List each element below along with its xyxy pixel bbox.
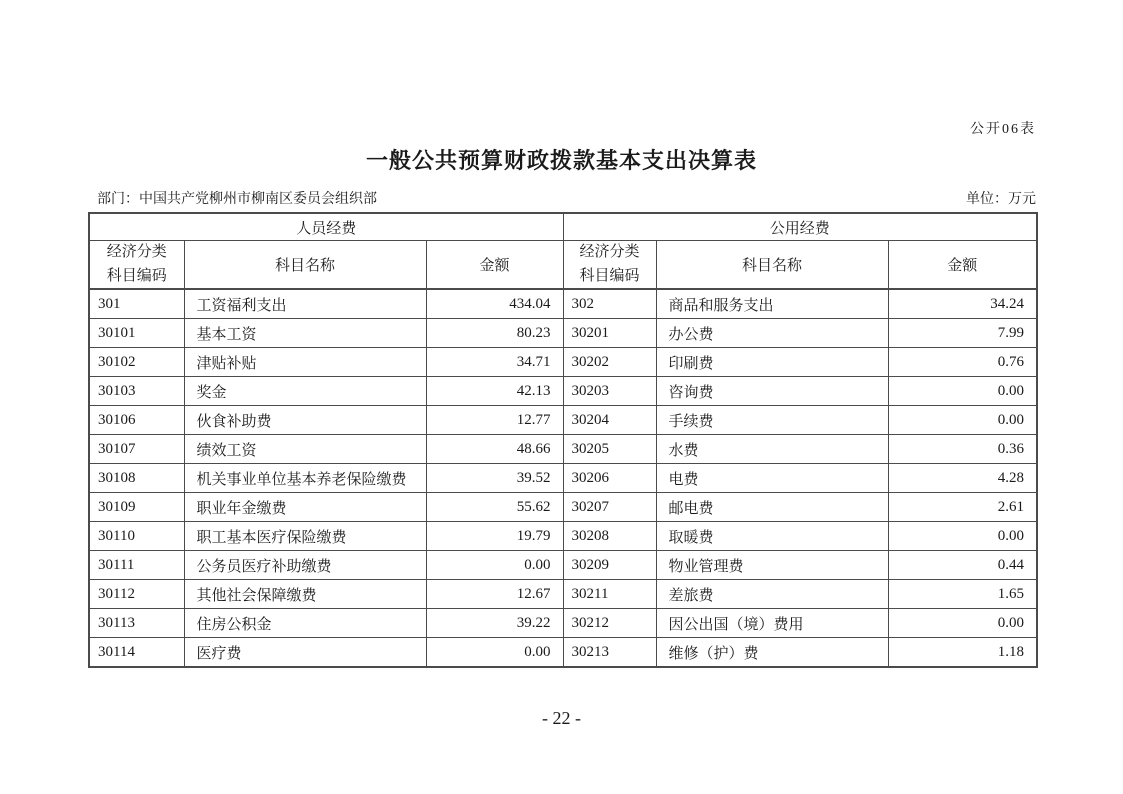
name-cell: 邮电费: [656, 493, 888, 522]
code-cell: 30108: [89, 464, 184, 493]
code-cell: 30111: [89, 551, 184, 580]
name-cell: 差旅费: [656, 580, 888, 609]
table-row: [89, 348, 1037, 377]
amount-cell: 12.67: [426, 580, 563, 609]
table-row: [89, 580, 1037, 609]
name-cell: 其他社会保障缴费: [184, 580, 426, 609]
code-cell: 30209: [563, 551, 656, 580]
amount-cell: 19.79: [426, 522, 563, 551]
amount-cell: 0.00: [426, 551, 563, 580]
department-line: [90, 188, 377, 208]
code-cell: 301: [89, 289, 184, 319]
code-cell: 30112: [89, 580, 184, 609]
amount-cell: 42.13: [426, 377, 563, 406]
name-cell: 伙食补助费: [184, 406, 426, 435]
code-cell: 30109: [89, 493, 184, 522]
name-cell: 印刷费: [656, 348, 888, 377]
name-cell: 职业年金缴费: [184, 493, 426, 522]
table-row: [89, 435, 1037, 464]
col-header-amount-left: 金额: [426, 241, 563, 290]
amount-cell: 4.28: [888, 464, 1037, 493]
code-cell: 30113: [89, 609, 184, 638]
table-row: [89, 638, 1037, 668]
name-cell: 津贴补贴: [184, 348, 426, 377]
amount-cell: 80.23: [426, 319, 563, 348]
amount-cell: 0.36: [888, 435, 1037, 464]
table-row: [89, 522, 1037, 551]
name-cell: 绩效工资: [184, 435, 426, 464]
code-cell: 302: [563, 289, 656, 319]
code-cell: 30107: [89, 435, 184, 464]
code-cell: 30211: [563, 580, 656, 609]
amount-cell: 48.66: [426, 435, 563, 464]
name-cell: 水费: [656, 435, 888, 464]
amount-cell: 0.00: [888, 377, 1037, 406]
code-cell: 30114: [89, 638, 184, 668]
unit-label: 单位：: [966, 192, 1008, 207]
table-row: [89, 464, 1037, 493]
name-cell: 工资福利支出: [184, 289, 426, 319]
code-cell: 30110: [89, 522, 184, 551]
code-cell: 30204: [563, 406, 656, 435]
amount-cell: 0.44: [888, 551, 1037, 580]
col-header-code-line1: 经济分类: [579, 244, 640, 261]
amount-cell: 34.24: [888, 289, 1037, 319]
amount-cell: 7.99: [888, 319, 1037, 348]
code-cell: 30205: [563, 435, 656, 464]
col-header-code-left: [89, 241, 184, 290]
name-cell: 物业管理费: [656, 551, 888, 580]
name-cell: 职工基本医疗保险缴费: [184, 522, 426, 551]
amount-cell: 39.52: [426, 464, 563, 493]
code-cell: 30101: [89, 319, 184, 348]
group-header-row: [89, 213, 1037, 241]
table-row: [89, 319, 1037, 348]
amount-cell: 0.00: [888, 522, 1037, 551]
code-cell: 30103: [89, 377, 184, 406]
code-cell: 30202: [563, 348, 656, 377]
table-row: [89, 551, 1037, 580]
amount-cell: 34.71: [426, 348, 563, 377]
code-cell: 30106: [89, 406, 184, 435]
name-cell: 手续费: [656, 406, 888, 435]
name-cell: 住房公积金: [184, 609, 426, 638]
amount-cell: 0.00: [426, 638, 563, 668]
name-cell: 奖金: [184, 377, 426, 406]
amount-cell: 0.00: [888, 406, 1037, 435]
name-cell: 医疗费: [184, 638, 426, 668]
budget-table: [88, 212, 1038, 668]
section-header-personnel: 人员经费: [89, 213, 563, 241]
amount-cell: 55.62: [426, 493, 563, 522]
table-row: [89, 609, 1037, 638]
col-header-amount-right: 金额: [888, 241, 1037, 290]
form-number-label: 公开06表: [970, 122, 1036, 137]
name-cell: 取暖费: [656, 522, 888, 551]
col-header-code-line2: 科目编码: [579, 267, 640, 284]
unit-value: 万元: [1008, 192, 1036, 207]
col-header-name-right: 科目名称: [656, 241, 888, 290]
meta-row: [90, 188, 1036, 208]
code-cell: 30203: [563, 377, 656, 406]
department-label: 部门：: [97, 192, 139, 207]
col-header-code-line2: 科目编码: [106, 267, 167, 284]
name-cell: 机关事业单位基本养老保险缴费: [184, 464, 426, 493]
table-row: [89, 377, 1037, 406]
amount-cell: 2.61: [888, 493, 1037, 522]
amount-cell: 0.00: [888, 609, 1037, 638]
col-header-code-right: [563, 241, 656, 290]
name-cell: 电费: [656, 464, 888, 493]
name-cell: 因公出国（境）费用: [656, 609, 888, 638]
table-row: [89, 493, 1037, 522]
unit-line: [966, 188, 1036, 208]
name-cell: 办公费: [656, 319, 888, 348]
code-cell: 30213: [563, 638, 656, 668]
name-cell: 基本工资: [184, 319, 426, 348]
department-name: 中国共产党柳州市柳南区委员会组织部: [139, 192, 377, 207]
page-title: 一般公共预算财政拨款基本支出决算表: [365, 148, 757, 173]
code-cell: 30206: [563, 464, 656, 493]
code-cell: 30201: [563, 319, 656, 348]
code-cell: 30212: [563, 609, 656, 638]
name-cell: 维修（护）费: [656, 638, 888, 668]
column-header-row: [89, 241, 1037, 290]
name-cell: 公务员医疗补助缴费: [184, 551, 426, 580]
amount-cell: 1.65: [888, 580, 1037, 609]
amount-cell: 1.18: [888, 638, 1037, 668]
table-row: [89, 289, 1037, 319]
name-cell: 咨询费: [656, 377, 888, 406]
amount-cell: 434.04: [426, 289, 563, 319]
amount-cell: 0.76: [888, 348, 1037, 377]
amount-cell: 39.22: [426, 609, 563, 638]
code-cell: 30102: [89, 348, 184, 377]
col-header-name-left: 科目名称: [184, 241, 426, 290]
table-row: [89, 406, 1037, 435]
page-number: - 22 -: [542, 708, 581, 728]
code-cell: 30207: [563, 493, 656, 522]
code-cell: 30208: [563, 522, 656, 551]
amount-cell: 12.77: [426, 406, 563, 435]
name-cell: 商品和服务支出: [656, 289, 888, 319]
col-header-code-line1: 经济分类: [106, 244, 167, 261]
section-header-public: 公用经费: [563, 213, 1037, 241]
